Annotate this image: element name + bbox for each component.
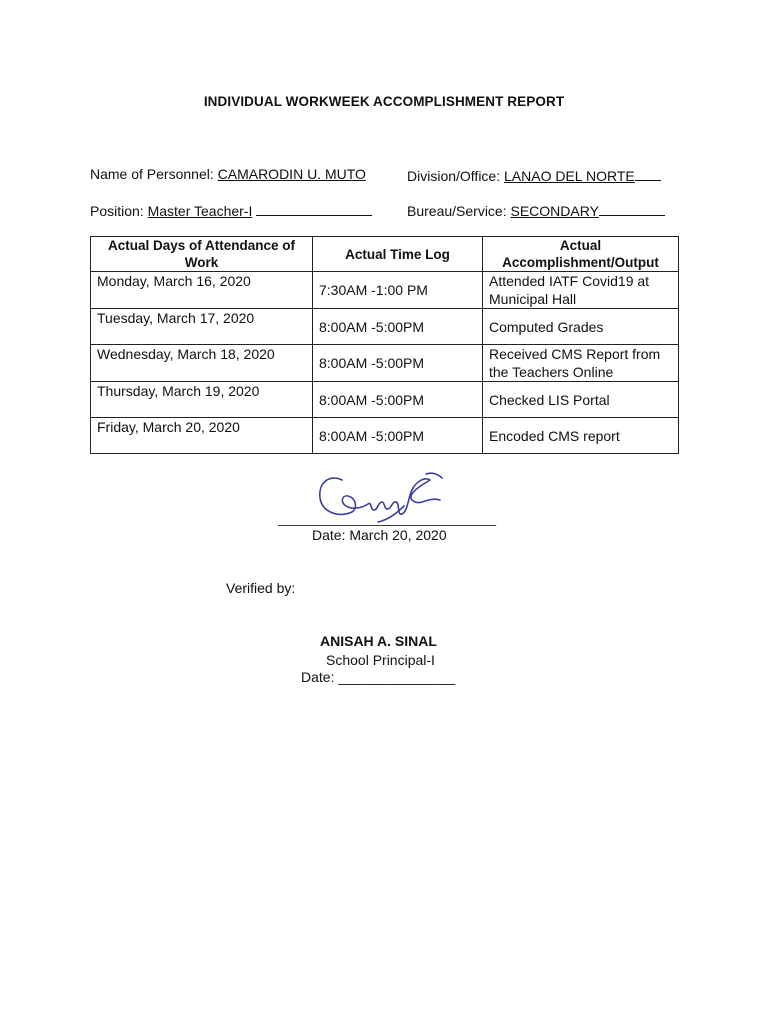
division-blank-line xyxy=(635,166,661,181)
bureau-label: Bureau/Service: xyxy=(407,203,507,219)
attendance-table xyxy=(90,236,679,454)
row-day: Friday, March 20, 2020 xyxy=(91,418,313,454)
row-time: 8:00AM -5:00PM xyxy=(313,345,483,382)
row-time: 8:00AM -5:00PM xyxy=(313,418,483,454)
position-value: Master Teacher-I xyxy=(147,203,253,219)
table-row xyxy=(91,382,679,418)
row-accomplishment: Encoded CMS report xyxy=(483,418,679,454)
division-office-field xyxy=(407,166,661,184)
table-row xyxy=(91,272,679,309)
row-day: Wednesday, March 18, 2020 xyxy=(91,345,313,382)
row-accomplishment: Computed Grades xyxy=(483,309,679,345)
row-accomplishment: Attended IATF Covid19 at Municipal Hall xyxy=(483,272,679,309)
table-row xyxy=(91,418,679,454)
bureau-service-field xyxy=(407,201,665,219)
row-day: Monday, March 16, 2020 xyxy=(91,272,313,309)
header-days: Actual Days of Attendance of Work xyxy=(91,237,313,272)
row-day: Thursday, March 19, 2020 xyxy=(91,382,313,418)
name-of-personnel-field xyxy=(90,166,366,182)
signature-line: ____________________________ xyxy=(278,510,497,526)
position-field xyxy=(90,201,372,219)
table-header-row xyxy=(91,237,679,272)
signature-date: Date: March 20, 2020 xyxy=(312,527,447,543)
row-accomplishment: Checked LIS Portal xyxy=(483,382,679,418)
verifier-role: School Principal-I xyxy=(326,652,435,668)
row-time: 7:30AM -1:00 PM xyxy=(313,272,483,309)
table-row xyxy=(91,345,679,382)
position-blank-line xyxy=(256,201,372,216)
header-accomplishment: Actual Accomplishment/Output xyxy=(483,237,679,272)
position-label: Position: xyxy=(90,203,144,219)
bureau-blank-line xyxy=(599,201,665,216)
row-time: 8:00AM -5:00PM xyxy=(313,382,483,418)
verifier-date: Date: _______________ xyxy=(301,669,456,685)
row-accomplishment: Received CMS Report from the Teachers Online xyxy=(483,345,679,382)
name-label: Name of Personnel: xyxy=(90,166,214,182)
verified-by-label: Verified by: xyxy=(226,580,296,596)
division-label: Division/Office: xyxy=(407,168,501,184)
division-value: LANAO DEL NORTE xyxy=(504,168,635,184)
handwritten-signature xyxy=(312,468,452,530)
header-time-log: Actual Time Log xyxy=(313,237,483,272)
table-row xyxy=(91,309,679,345)
verifier-name: ANISAH A. SINAL xyxy=(320,633,437,649)
row-time: 8:00AM -5:00PM xyxy=(313,309,483,345)
row-day: Tuesday, March 17, 2020 xyxy=(91,309,313,345)
bureau-value: SECONDARY xyxy=(510,203,599,219)
name-value: CAMARODIN U. MUTO xyxy=(217,166,366,182)
report-title: INDIVIDUAL WORKWEEK ACCOMPLISHMENT REPORT xyxy=(203,94,565,109)
